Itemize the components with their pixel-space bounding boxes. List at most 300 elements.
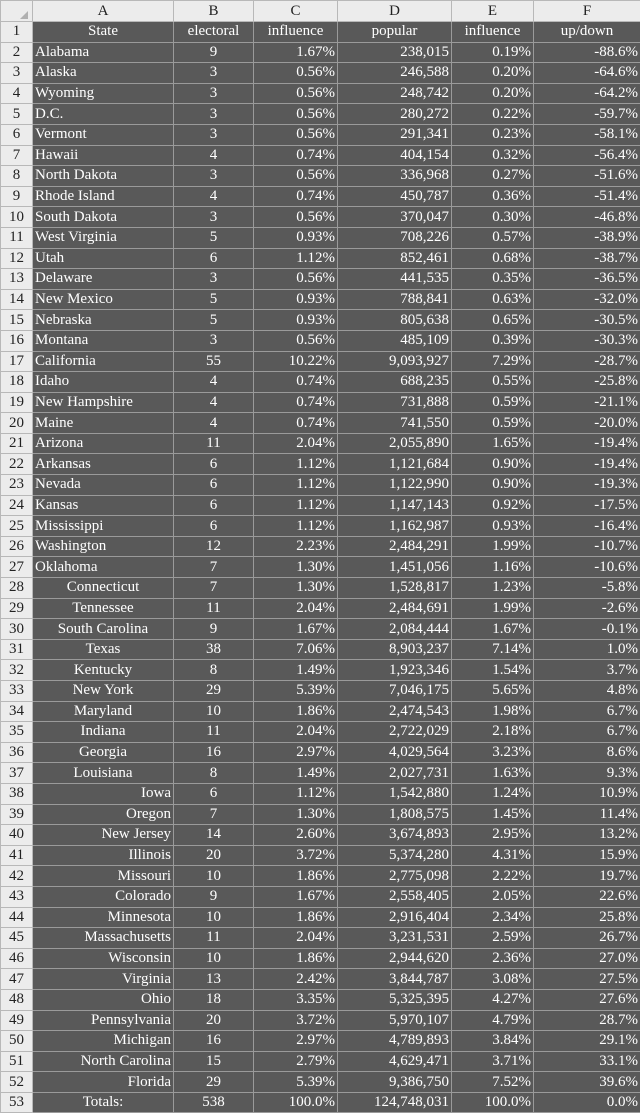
up-down-cell[interactable]: 10.9%	[534, 783, 640, 804]
electoral-cell[interactable]: 16	[174, 1031, 254, 1052]
popular-cell[interactable]: 731,888	[338, 392, 452, 413]
up-down-cell[interactable]: -56.4%	[534, 145, 640, 166]
electoral-influence-cell[interactable]: 1.12%	[254, 783, 338, 804]
state-cell[interactable]: Wyoming	[33, 83, 174, 104]
electoral-cell[interactable]: 29	[174, 681, 254, 702]
electoral-cell[interactable]: 4	[174, 392, 254, 413]
up-down-cell[interactable]: -51.4%	[534, 186, 640, 207]
up-down-cell[interactable]: 27.5%	[534, 969, 640, 990]
popular-influence-cell[interactable]: 0.59%	[452, 392, 534, 413]
state-cell[interactable]: South Carolina	[33, 619, 174, 640]
electoral-cell[interactable]: 10	[174, 701, 254, 722]
popular-cell[interactable]: 5,970,107	[338, 1010, 452, 1031]
electoral-cell[interactable]: 18	[174, 989, 254, 1010]
popular-cell[interactable]: 4,629,471	[338, 1051, 452, 1072]
electoral-influence-cell[interactable]: 1.12%	[254, 495, 338, 516]
state-cell[interactable]: New Hampshire	[33, 392, 174, 413]
popular-cell[interactable]: 7,046,175	[338, 681, 452, 702]
select-all-corner[interactable]	[1, 1, 33, 22]
row-number[interactable]: 12	[1, 248, 33, 269]
up-down-cell[interactable]: 26.7%	[534, 928, 640, 949]
header-cell-electoral-influence[interactable]: influence	[254, 22, 338, 43]
popular-influence-cell[interactable]: 1.67%	[452, 619, 534, 640]
up-down-cell[interactable]: -58.1%	[534, 124, 640, 145]
popular-cell[interactable]: 9,386,750	[338, 1072, 452, 1093]
up-down-cell[interactable]: 19.7%	[534, 866, 640, 887]
electoral-influence-cell[interactable]: 5.39%	[254, 1072, 338, 1093]
up-down-cell[interactable]: 6.7%	[534, 722, 640, 743]
row-number[interactable]: 21	[1, 433, 33, 454]
electoral-influence-cell[interactable]: 1.67%	[254, 42, 338, 63]
popular-cell[interactable]: 788,841	[338, 289, 452, 310]
electoral-cell[interactable]: 4	[174, 372, 254, 393]
popular-influence-cell[interactable]: 1.54%	[452, 660, 534, 681]
popular-influence-cell[interactable]: 3.23%	[452, 742, 534, 763]
row-number[interactable]: 42	[1, 866, 33, 887]
electoral-influence-cell[interactable]: 2.04%	[254, 598, 338, 619]
electoral-cell[interactable]: 8	[174, 763, 254, 784]
up-down-cell[interactable]: -51.6%	[534, 166, 640, 187]
electoral-cell[interactable]: 20	[174, 1010, 254, 1031]
column-header-c[interactable]: C	[254, 1, 338, 22]
electoral-cell[interactable]: 55	[174, 351, 254, 372]
electoral-cell[interactable]: 9	[174, 619, 254, 640]
electoral-cell[interactable]: 4	[174, 145, 254, 166]
electoral-influence-cell[interactable]: 10.22%	[254, 351, 338, 372]
up-down-cell[interactable]: -19.4%	[534, 433, 640, 454]
popular-influence-cell[interactable]: 0.59%	[452, 413, 534, 434]
electoral-influence-cell[interactable]: 1.86%	[254, 948, 338, 969]
up-down-cell[interactable]: -38.9%	[534, 227, 640, 248]
popular-influence-cell[interactable]: 0.63%	[452, 289, 534, 310]
electoral-cell[interactable]: 6	[174, 783, 254, 804]
electoral-influence-cell[interactable]: 0.74%	[254, 392, 338, 413]
state-cell[interactable]: Alaska	[33, 63, 174, 84]
electoral-influence-cell[interactable]: 2.04%	[254, 722, 338, 743]
popular-influence-cell[interactable]: 3.08%	[452, 969, 534, 990]
row-number[interactable]: 11	[1, 227, 33, 248]
up-down-cell[interactable]: 39.6%	[534, 1072, 640, 1093]
popular-influence-cell[interactable]: 7.14%	[452, 639, 534, 660]
electoral-influence-cell[interactable]: 2.97%	[254, 1031, 338, 1052]
state-cell[interactable]: Georgia	[33, 742, 174, 763]
popular-cell[interactable]: 4,029,564	[338, 742, 452, 763]
state-cell[interactable]: D.C.	[33, 104, 174, 125]
popular-influence-cell[interactable]: 0.35%	[452, 269, 534, 290]
row-number[interactable]: 5	[1, 104, 33, 125]
up-down-cell[interactable]: -17.5%	[534, 495, 640, 516]
electoral-cell[interactable]: 10	[174, 907, 254, 928]
popular-influence-cell[interactable]: 0.30%	[452, 207, 534, 228]
electoral-influence-cell[interactable]: 3.72%	[254, 845, 338, 866]
popular-influence-cell[interactable]: 100.0%	[452, 1092, 534, 1113]
state-cell[interactable]: Tennessee	[33, 598, 174, 619]
header-cell-up-down[interactable]: up/down	[534, 22, 640, 43]
popular-cell[interactable]: 450,787	[338, 186, 452, 207]
electoral-influence-cell[interactable]: 0.56%	[254, 269, 338, 290]
popular-influence-cell[interactable]: 0.20%	[452, 83, 534, 104]
popular-influence-cell[interactable]: 3.84%	[452, 1031, 534, 1052]
electoral-cell[interactable]: 11	[174, 433, 254, 454]
state-cell[interactable]: Michigan	[33, 1031, 174, 1052]
electoral-cell[interactable]: 14	[174, 825, 254, 846]
popular-cell[interactable]: 246,588	[338, 63, 452, 84]
up-down-cell[interactable]: 11.4%	[534, 804, 640, 825]
state-cell[interactable]: West Virginia	[33, 227, 174, 248]
popular-cell[interactable]: 2,055,890	[338, 433, 452, 454]
electoral-cell[interactable]: 10	[174, 866, 254, 887]
popular-cell[interactable]: 485,109	[338, 330, 452, 351]
up-down-cell[interactable]: -16.4%	[534, 516, 640, 537]
popular-cell[interactable]: 2,484,691	[338, 598, 452, 619]
popular-influence-cell[interactable]: 0.57%	[452, 227, 534, 248]
popular-influence-cell[interactable]: 2.22%	[452, 866, 534, 887]
row-number[interactable]: 25	[1, 516, 33, 537]
electoral-cell[interactable]: 11	[174, 598, 254, 619]
up-down-cell[interactable]: -0.1%	[534, 619, 640, 640]
state-cell[interactable]: Vermont	[33, 124, 174, 145]
row-number[interactable]: 17	[1, 351, 33, 372]
up-down-cell[interactable]: 28.7%	[534, 1010, 640, 1031]
popular-influence-cell[interactable]: 1.99%	[452, 536, 534, 557]
popular-influence-cell[interactable]: 0.19%	[452, 42, 534, 63]
state-cell[interactable]: Pennsylvania	[33, 1010, 174, 1031]
state-cell[interactable]: Alabama	[33, 42, 174, 63]
up-down-cell[interactable]: 4.8%	[534, 681, 640, 702]
popular-cell[interactable]: 1,122,990	[338, 475, 452, 496]
state-cell[interactable]: Rhode Island	[33, 186, 174, 207]
electoral-cell[interactable]: 12	[174, 536, 254, 557]
electoral-influence-cell[interactable]: 0.93%	[254, 289, 338, 310]
state-cell[interactable]: Florida	[33, 1072, 174, 1093]
electoral-cell[interactable]: 3	[174, 166, 254, 187]
popular-cell[interactable]: 238,015	[338, 42, 452, 63]
state-cell[interactable]: Kansas	[33, 495, 174, 516]
up-down-cell[interactable]: -59.7%	[534, 104, 640, 125]
electoral-cell[interactable]: 5	[174, 289, 254, 310]
popular-influence-cell[interactable]: 0.23%	[452, 124, 534, 145]
popular-cell[interactable]: 280,272	[338, 104, 452, 125]
electoral-cell[interactable]: 6	[174, 516, 254, 537]
electoral-influence-cell[interactable]: 0.56%	[254, 330, 338, 351]
state-cell[interactable]: Indiana	[33, 722, 174, 743]
state-cell[interactable]: New Mexico	[33, 289, 174, 310]
row-number[interactable]: 15	[1, 310, 33, 331]
popular-influence-cell[interactable]: 1.99%	[452, 598, 534, 619]
up-down-cell[interactable]: -19.3%	[534, 475, 640, 496]
electoral-influence-cell[interactable]: 1.30%	[254, 557, 338, 578]
up-down-cell[interactable]: -20.0%	[534, 413, 640, 434]
row-number[interactable]: 28	[1, 578, 33, 599]
row-number[interactable]: 10	[1, 207, 33, 228]
row-number[interactable]: 41	[1, 845, 33, 866]
electoral-cell[interactable]: 7	[174, 804, 254, 825]
state-cell[interactable]: Nebraska	[33, 310, 174, 331]
popular-influence-cell[interactable]: 1.23%	[452, 578, 534, 599]
electoral-influence-cell[interactable]: 0.56%	[254, 104, 338, 125]
up-down-cell[interactable]: -2.6%	[534, 598, 640, 619]
popular-cell[interactable]: 8,903,237	[338, 639, 452, 660]
electoral-influence-cell[interactable]: 1.12%	[254, 475, 338, 496]
electoral-influence-cell[interactable]: 1.30%	[254, 804, 338, 825]
state-cell[interactable]: South Dakota	[33, 207, 174, 228]
popular-influence-cell[interactable]: 7.52%	[452, 1072, 534, 1093]
up-down-cell[interactable]: 13.2%	[534, 825, 640, 846]
electoral-influence-cell[interactable]: 1.12%	[254, 516, 338, 537]
popular-cell[interactable]: 2,484,291	[338, 536, 452, 557]
popular-influence-cell[interactable]: 0.92%	[452, 495, 534, 516]
state-cell[interactable]: New York	[33, 681, 174, 702]
popular-cell[interactable]: 5,325,395	[338, 989, 452, 1010]
row-number[interactable]: 27	[1, 557, 33, 578]
popular-influence-cell[interactable]: 0.65%	[452, 310, 534, 331]
row-number[interactable]: 38	[1, 783, 33, 804]
row-number[interactable]: 8	[1, 166, 33, 187]
popular-influence-cell[interactable]: 1.65%	[452, 433, 534, 454]
electoral-influence-cell[interactable]: 2.42%	[254, 969, 338, 990]
popular-influence-cell[interactable]: 0.55%	[452, 372, 534, 393]
state-cell[interactable]: Arkansas	[33, 454, 174, 475]
state-cell[interactable]: North Carolina	[33, 1051, 174, 1072]
row-number[interactable]: 24	[1, 495, 33, 516]
popular-cell[interactable]: 3,674,893	[338, 825, 452, 846]
electoral-influence-cell[interactable]: 2.23%	[254, 536, 338, 557]
electoral-influence-cell[interactable]: 1.49%	[254, 763, 338, 784]
electoral-cell[interactable]: 11	[174, 928, 254, 949]
row-number[interactable]: 26	[1, 536, 33, 557]
electoral-cell[interactable]: 15	[174, 1051, 254, 1072]
up-down-cell[interactable]: -10.6%	[534, 557, 640, 578]
electoral-influence-cell[interactable]: 1.86%	[254, 866, 338, 887]
popular-influence-cell[interactable]: 4.31%	[452, 845, 534, 866]
popular-influence-cell[interactable]: 4.27%	[452, 989, 534, 1010]
row-number[interactable]: 48	[1, 989, 33, 1010]
electoral-influence-cell[interactable]: 0.74%	[254, 186, 338, 207]
header-cell-electoral[interactable]: electoral	[174, 22, 254, 43]
row-number[interactable]: 19	[1, 392, 33, 413]
electoral-cell[interactable]: 7	[174, 557, 254, 578]
electoral-influence-cell[interactable]: 1.12%	[254, 248, 338, 269]
electoral-cell[interactable]: 3	[174, 207, 254, 228]
row-number[interactable]: 7	[1, 145, 33, 166]
state-cell[interactable]: Mississippi	[33, 516, 174, 537]
state-cell[interactable]: Wisconsin	[33, 948, 174, 969]
popular-influence-cell[interactable]: 0.68%	[452, 248, 534, 269]
row-number[interactable]: 4	[1, 83, 33, 104]
state-cell[interactable]: North Dakota	[33, 166, 174, 187]
state-cell[interactable]: Washington	[33, 536, 174, 557]
popular-influence-cell[interactable]: 0.39%	[452, 330, 534, 351]
row-number[interactable]: 53	[1, 1092, 33, 1113]
electoral-cell[interactable]: 4	[174, 186, 254, 207]
popular-influence-cell[interactable]: 0.36%	[452, 186, 534, 207]
electoral-influence-cell[interactable]: 0.56%	[254, 63, 338, 84]
electoral-influence-cell[interactable]: 0.56%	[254, 83, 338, 104]
up-down-cell[interactable]: -88.6%	[534, 42, 640, 63]
electoral-influence-cell[interactable]: 0.56%	[254, 124, 338, 145]
popular-influence-cell[interactable]: 1.24%	[452, 783, 534, 804]
popular-cell[interactable]: 336,968	[338, 166, 452, 187]
row-number[interactable]: 47	[1, 969, 33, 990]
popular-influence-cell[interactable]: 1.63%	[452, 763, 534, 784]
popular-cell[interactable]: 248,742	[338, 83, 452, 104]
popular-influence-cell[interactable]: 0.90%	[452, 475, 534, 496]
electoral-cell[interactable]: 16	[174, 742, 254, 763]
electoral-cell[interactable]: 6	[174, 248, 254, 269]
electoral-influence-cell[interactable]: 0.93%	[254, 227, 338, 248]
popular-cell[interactable]: 1,923,346	[338, 660, 452, 681]
up-down-cell[interactable]: -19.4%	[534, 454, 640, 475]
electoral-influence-cell[interactable]: 3.35%	[254, 989, 338, 1010]
state-cell[interactable]: Iowa	[33, 783, 174, 804]
column-header-d[interactable]: D	[338, 1, 452, 22]
up-down-cell[interactable]: 6.7%	[534, 701, 640, 722]
popular-cell[interactable]: 124,748,031	[338, 1092, 452, 1113]
popular-cell[interactable]: 9,093,927	[338, 351, 452, 372]
electoral-cell[interactable]: 10	[174, 948, 254, 969]
popular-influence-cell[interactable]: 0.90%	[452, 454, 534, 475]
electoral-cell[interactable]: 3	[174, 63, 254, 84]
state-cell[interactable]: Totals:	[33, 1092, 174, 1113]
popular-cell[interactable]: 2,722,029	[338, 722, 452, 743]
state-cell[interactable]: Massachusetts	[33, 928, 174, 949]
electoral-cell[interactable]: 7	[174, 578, 254, 599]
up-down-cell[interactable]: -10.7%	[534, 536, 640, 557]
electoral-cell[interactable]: 5	[174, 227, 254, 248]
electoral-influence-cell[interactable]: 0.56%	[254, 207, 338, 228]
popular-cell[interactable]: 852,461	[338, 248, 452, 269]
popular-cell[interactable]: 2,474,543	[338, 701, 452, 722]
popular-cell[interactable]: 1,147,143	[338, 495, 452, 516]
popular-influence-cell[interactable]: 0.27%	[452, 166, 534, 187]
state-cell[interactable]: Illinois	[33, 845, 174, 866]
up-down-cell[interactable]: 0.0%	[534, 1092, 640, 1113]
row-number[interactable]: 22	[1, 454, 33, 475]
popular-cell[interactable]: 4,789,893	[338, 1031, 452, 1052]
up-down-cell[interactable]: -64.6%	[534, 63, 640, 84]
row-number[interactable]: 37	[1, 763, 33, 784]
popular-cell[interactable]: 2,558,405	[338, 886, 452, 907]
up-down-cell[interactable]: 1.0%	[534, 639, 640, 660]
popular-cell[interactable]: 2,944,620	[338, 948, 452, 969]
header-cell-popular-influence[interactable]: influence	[452, 22, 534, 43]
electoral-influence-cell[interactable]: 5.39%	[254, 681, 338, 702]
electoral-cell[interactable]: 6	[174, 454, 254, 475]
state-cell[interactable]: Missouri	[33, 866, 174, 887]
popular-cell[interactable]: 3,844,787	[338, 969, 452, 990]
up-down-cell[interactable]: 25.8%	[534, 907, 640, 928]
popular-influence-cell[interactable]: 0.93%	[452, 516, 534, 537]
electoral-influence-cell[interactable]: 100.0%	[254, 1092, 338, 1113]
state-cell[interactable]: Louisiana	[33, 763, 174, 784]
popular-cell[interactable]: 805,638	[338, 310, 452, 331]
row-number[interactable]: 32	[1, 660, 33, 681]
state-cell[interactable]: Montana	[33, 330, 174, 351]
electoral-cell[interactable]: 3	[174, 124, 254, 145]
up-down-cell[interactable]: 29.1%	[534, 1031, 640, 1052]
row-number[interactable]: 13	[1, 269, 33, 290]
electoral-cell[interactable]: 9	[174, 886, 254, 907]
row-number[interactable]: 51	[1, 1051, 33, 1072]
row-number[interactable]: 35	[1, 722, 33, 743]
up-down-cell[interactable]: 27.6%	[534, 989, 640, 1010]
electoral-influence-cell[interactable]: 0.74%	[254, 413, 338, 434]
header-cell-state[interactable]: State	[33, 22, 174, 43]
row-number[interactable]: 16	[1, 330, 33, 351]
up-down-cell[interactable]: -46.8%	[534, 207, 640, 228]
state-cell[interactable]: California	[33, 351, 174, 372]
electoral-influence-cell[interactable]: 2.04%	[254, 928, 338, 949]
popular-influence-cell[interactable]: 4.79%	[452, 1010, 534, 1031]
electoral-cell[interactable]: 3	[174, 83, 254, 104]
electoral-cell[interactable]: 3	[174, 330, 254, 351]
row-number[interactable]: 1	[1, 22, 33, 43]
state-cell[interactable]: Maine	[33, 413, 174, 434]
popular-influence-cell[interactable]: 2.34%	[452, 907, 534, 928]
electoral-influence-cell[interactable]: 1.67%	[254, 886, 338, 907]
popular-influence-cell[interactable]: 7.29%	[452, 351, 534, 372]
electoral-cell[interactable]: 6	[174, 475, 254, 496]
up-down-cell[interactable]: -30.5%	[534, 310, 640, 331]
popular-cell[interactable]: 2,916,404	[338, 907, 452, 928]
up-down-cell[interactable]: -5.8%	[534, 578, 640, 599]
up-down-cell[interactable]: -64.2%	[534, 83, 640, 104]
state-cell[interactable]: Maryland	[33, 701, 174, 722]
state-cell[interactable]: Idaho	[33, 372, 174, 393]
row-number[interactable]: 18	[1, 372, 33, 393]
popular-influence-cell[interactable]: 3.71%	[452, 1051, 534, 1072]
electoral-influence-cell[interactable]: 0.93%	[254, 310, 338, 331]
popular-influence-cell[interactable]: 1.98%	[452, 701, 534, 722]
electoral-influence-cell[interactable]: 3.72%	[254, 1010, 338, 1031]
electoral-influence-cell[interactable]: 7.06%	[254, 639, 338, 660]
state-cell[interactable]: Colorado	[33, 886, 174, 907]
state-cell[interactable]: Utah	[33, 248, 174, 269]
row-number[interactable]: 43	[1, 886, 33, 907]
up-down-cell[interactable]: 9.3%	[534, 763, 640, 784]
popular-cell[interactable]: 741,550	[338, 413, 452, 434]
popular-cell[interactable]: 3,231,531	[338, 928, 452, 949]
electoral-influence-cell[interactable]: 2.79%	[254, 1051, 338, 1072]
popular-cell[interactable]: 404,154	[338, 145, 452, 166]
row-number[interactable]: 45	[1, 928, 33, 949]
popular-cell[interactable]: 5,374,280	[338, 845, 452, 866]
state-cell[interactable]: Texas	[33, 639, 174, 660]
up-down-cell[interactable]: 3.7%	[534, 660, 640, 681]
state-cell[interactable]: New Jersey	[33, 825, 174, 846]
popular-influence-cell[interactable]: 5.65%	[452, 681, 534, 702]
up-down-cell[interactable]: -25.8%	[534, 372, 640, 393]
up-down-cell[interactable]: -32.0%	[534, 289, 640, 310]
row-number[interactable]: 20	[1, 413, 33, 434]
popular-influence-cell[interactable]: 0.22%	[452, 104, 534, 125]
state-cell[interactable]: Ohio	[33, 989, 174, 1010]
electoral-cell[interactable]: 38	[174, 639, 254, 660]
electoral-cell[interactable]: 8	[174, 660, 254, 681]
electoral-cell[interactable]: 5	[174, 310, 254, 331]
electoral-influence-cell[interactable]: 1.67%	[254, 619, 338, 640]
row-number[interactable]: 29	[1, 598, 33, 619]
row-number[interactable]: 2	[1, 42, 33, 63]
electoral-cell[interactable]: 6	[174, 495, 254, 516]
row-number[interactable]: 50	[1, 1031, 33, 1052]
up-down-cell[interactable]: 15.9%	[534, 845, 640, 866]
electoral-influence-cell[interactable]: 2.04%	[254, 433, 338, 454]
electoral-cell[interactable]: 29	[174, 1072, 254, 1093]
electoral-influence-cell[interactable]: 2.97%	[254, 742, 338, 763]
row-number[interactable]: 9	[1, 186, 33, 207]
row-number[interactable]: 6	[1, 124, 33, 145]
